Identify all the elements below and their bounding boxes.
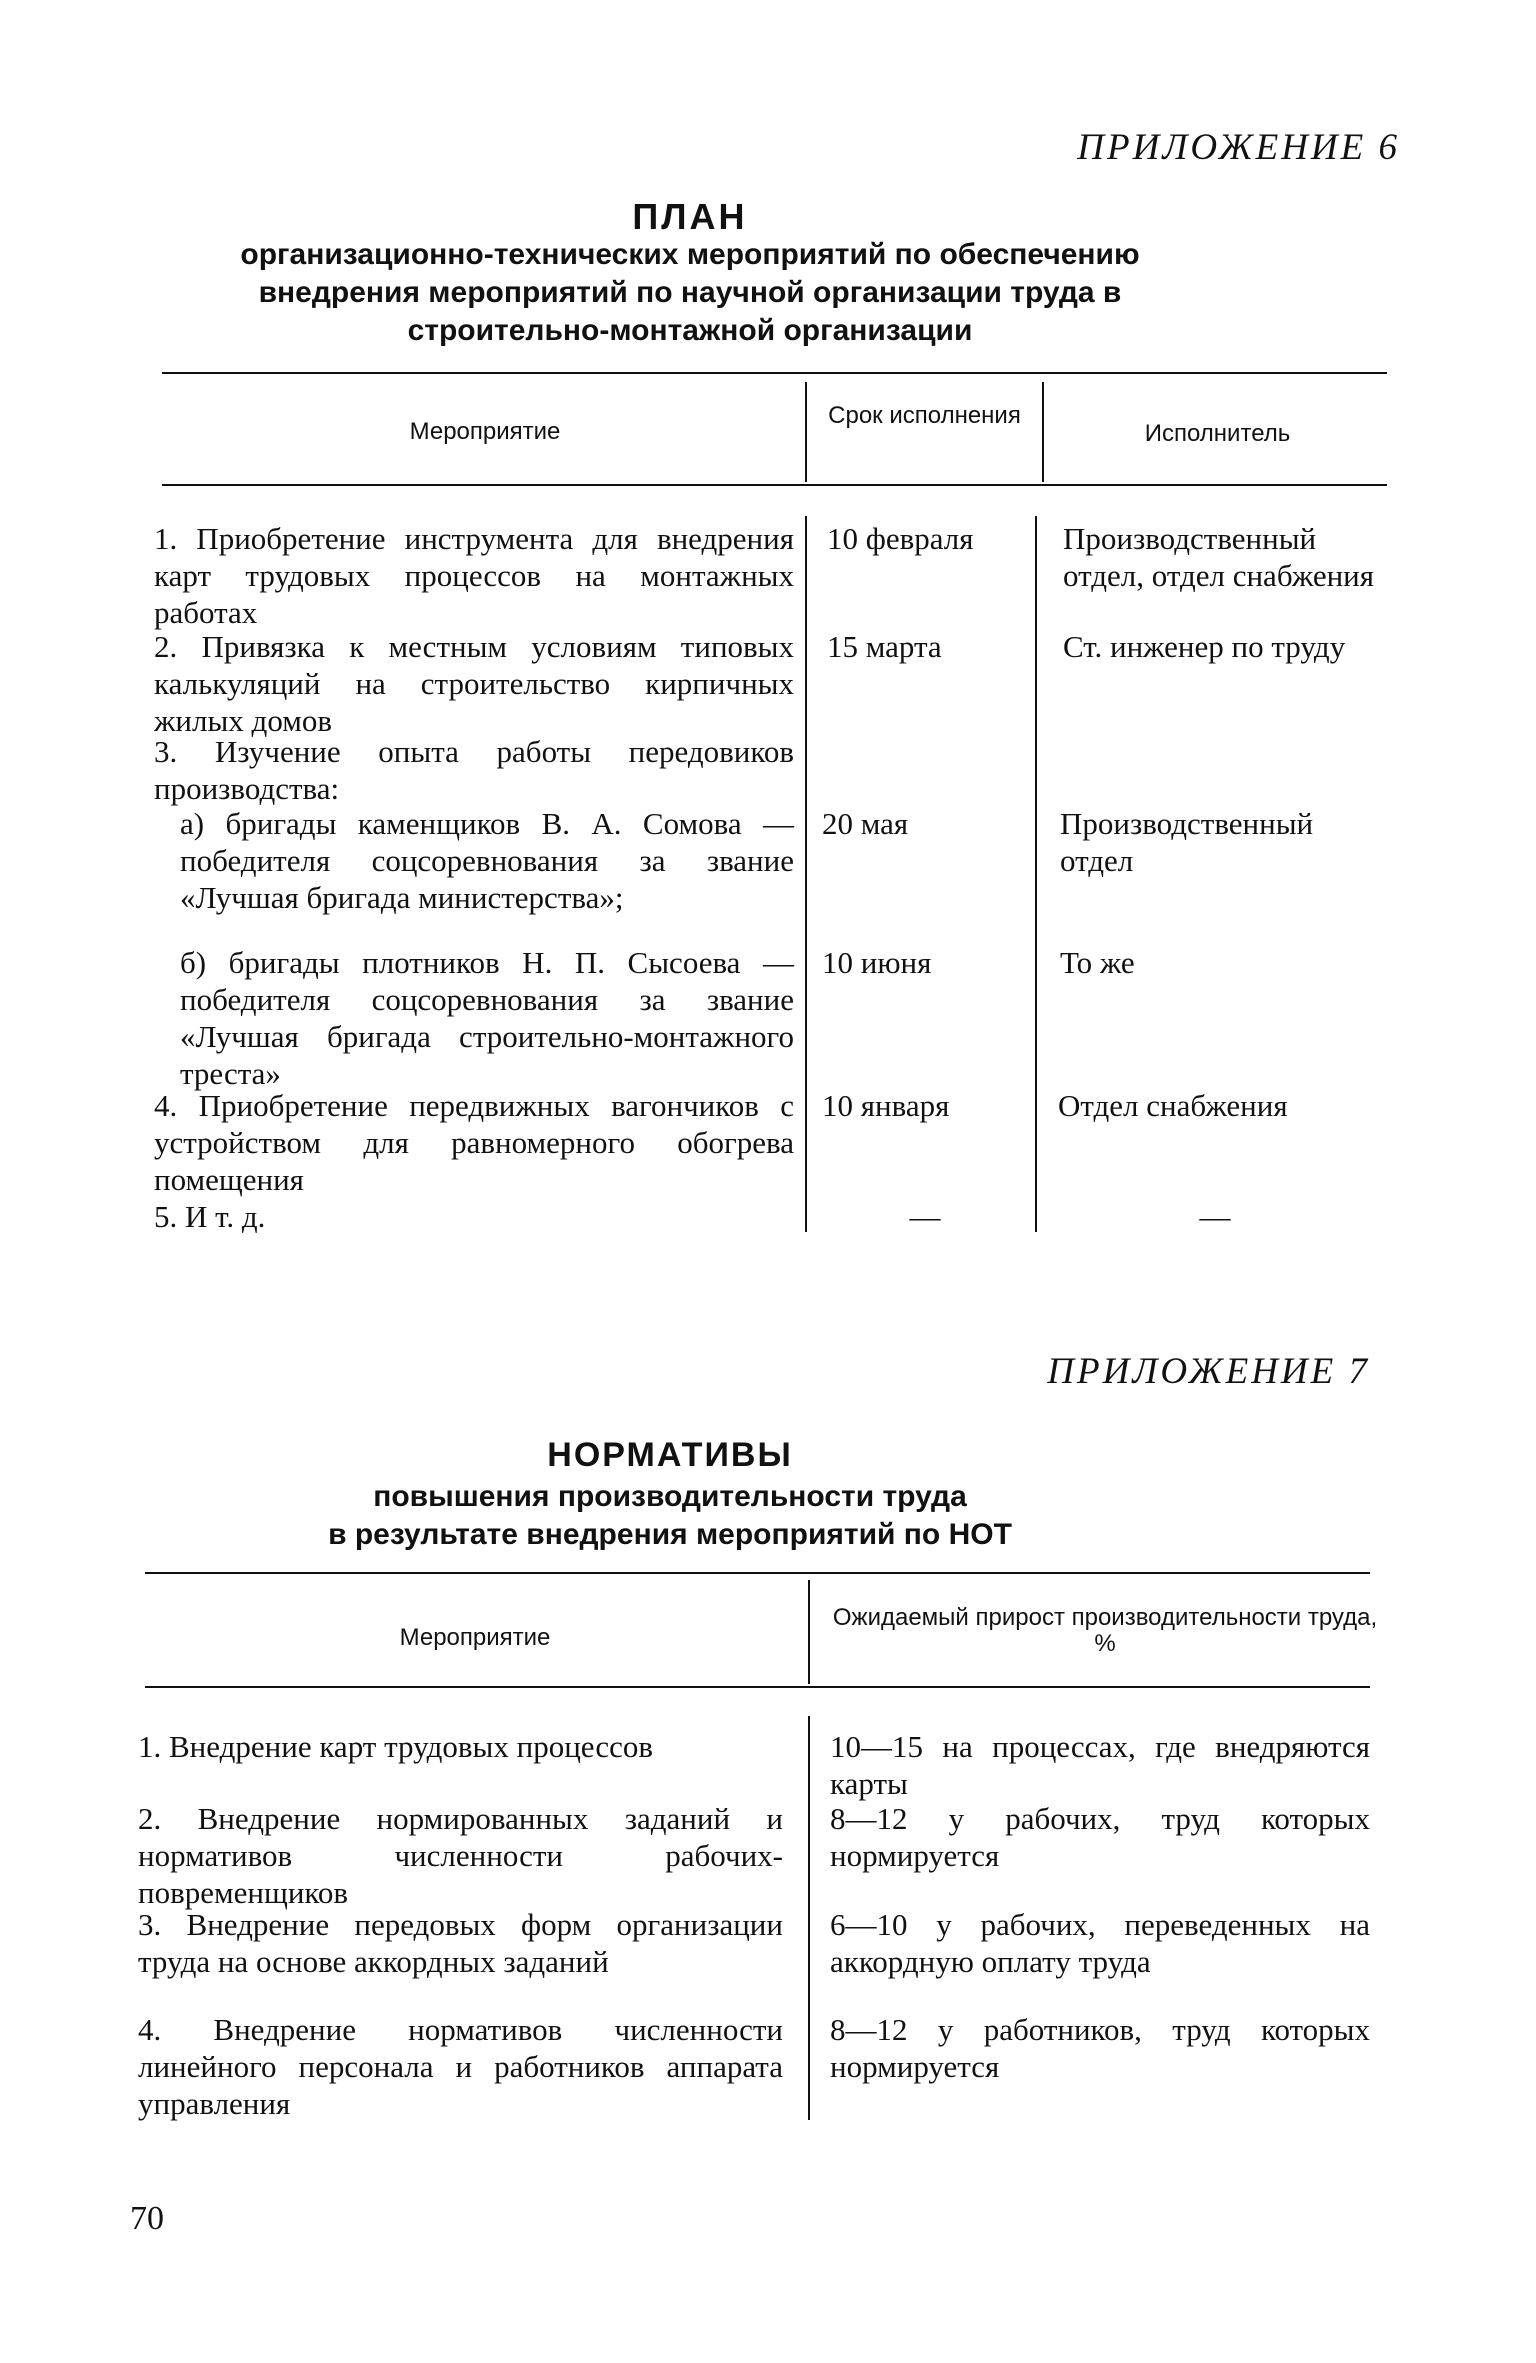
table-row-executor: Производственный отдел, отдел снабжения [1063,521,1375,593]
plan-subtitle [120,236,1260,350]
col-header-executor: Исполнитель [1144,420,1291,447]
table-row-executor: Отдел снабжения [1058,1088,1288,1123]
table-row-term: 15 марта [827,629,942,664]
table-row-growth: 8—12 у рабочих, труд которых нормируется [830,1801,1370,1873]
table-row-event: 1. Внедрение карт трудовых процессов [138,1729,653,1764]
col-header-event: Мероприятие [399,1624,551,1651]
norms-title: НОРМАТИВЫ [547,1436,793,1474]
table-row-term: — [909,1199,941,1234]
col-header-term: Срок исполнения [828,402,1021,429]
table-row-event: 4. Приобретение передвижных вагончиков с устройством для равномерного обогрева помещения [154,1088,794,1197]
appendix-7-label: ПРИЛОЖЕНИЕ 7 [1047,1351,1370,1392]
appendix-6-label: ПРИЛОЖЕНИЕ 6 [1077,127,1400,168]
table-row-event: б) бригады плотников Н. П. Сысоева — победителя соцсоревнования за звание «Лучшая бригада строительно-монтажного треста» [180,945,794,1091]
table-row-executor: То же [1060,945,1135,980]
table-row-event: 1. Приобретение инструмента для внедрения карт трудовых процессов на монтажных работах [154,521,794,630]
plan-subtitle-line: строительно-монтажной организации [407,314,973,347]
table-row-term: 20 мая [822,806,909,841]
table-row-event: 4. Внедрение нормативов численности линейного персонала и работников аппарата управления [138,2012,783,2121]
table-row-term: 10 января [822,1088,950,1123]
norms-subtitle-line: повышения производительности труда [373,1480,967,1513]
page-number: 70 [130,2200,164,2237]
plan-subtitle-line: внедрения мероприятий по научной организации труда в [258,276,1122,309]
norms-subtitle-line: в результате внедрения мероприятий по НОТ [328,1518,1012,1551]
table-row-event: а) бригады каменщиков В. А. Сомова — победителя соцсоревнования за звание «Лучшая бригада министерства»; [180,806,794,915]
table-row-term: 10 февраля [827,521,974,556]
col-header-growth: Ожидаемый прирост производительности труда, % [832,1604,1378,1657]
table-row-event: 2. Внедрение нормированных заданий и нормативов численности рабочих-повременщиков [138,1801,783,1910]
table-row-executor: — [1199,1199,1231,1234]
table-row-event: 3. Изучение опыта работы передовиков производства: [154,734,794,806]
table-row-executor: Ст. инженер по труду [1063,629,1346,664]
table-row-growth: 6—10 у рабочих, переведенных на аккордную оплату труда [830,1907,1370,1979]
plan-title: ПЛАН [632,196,748,237]
table-row-event: 5. И т. д. [154,1199,266,1234]
table-row-executor: Производственный отдел [1060,806,1314,878]
table-row-event: 2. Привязка к местным условиям типовых калькуляций на строительство кирпичных жилых домов [154,629,794,738]
table-row-event: 3. Внедрение передовых форм организации труда на основе аккордных заданий [138,1907,783,1979]
table-row-growth: 8—12 у работников, труд которых нормируется [830,2012,1370,2084]
table-row-term: 10 июня [822,945,932,980]
col-header-event: Мероприятие [409,418,561,445]
table-row-growth: 10—15 на процессах, где внедряются карты [830,1729,1370,1801]
plan-subtitle-line: организационно-технических мероприятий по обеспечению [240,238,1140,271]
norms-subtitle [100,1478,1240,1554]
